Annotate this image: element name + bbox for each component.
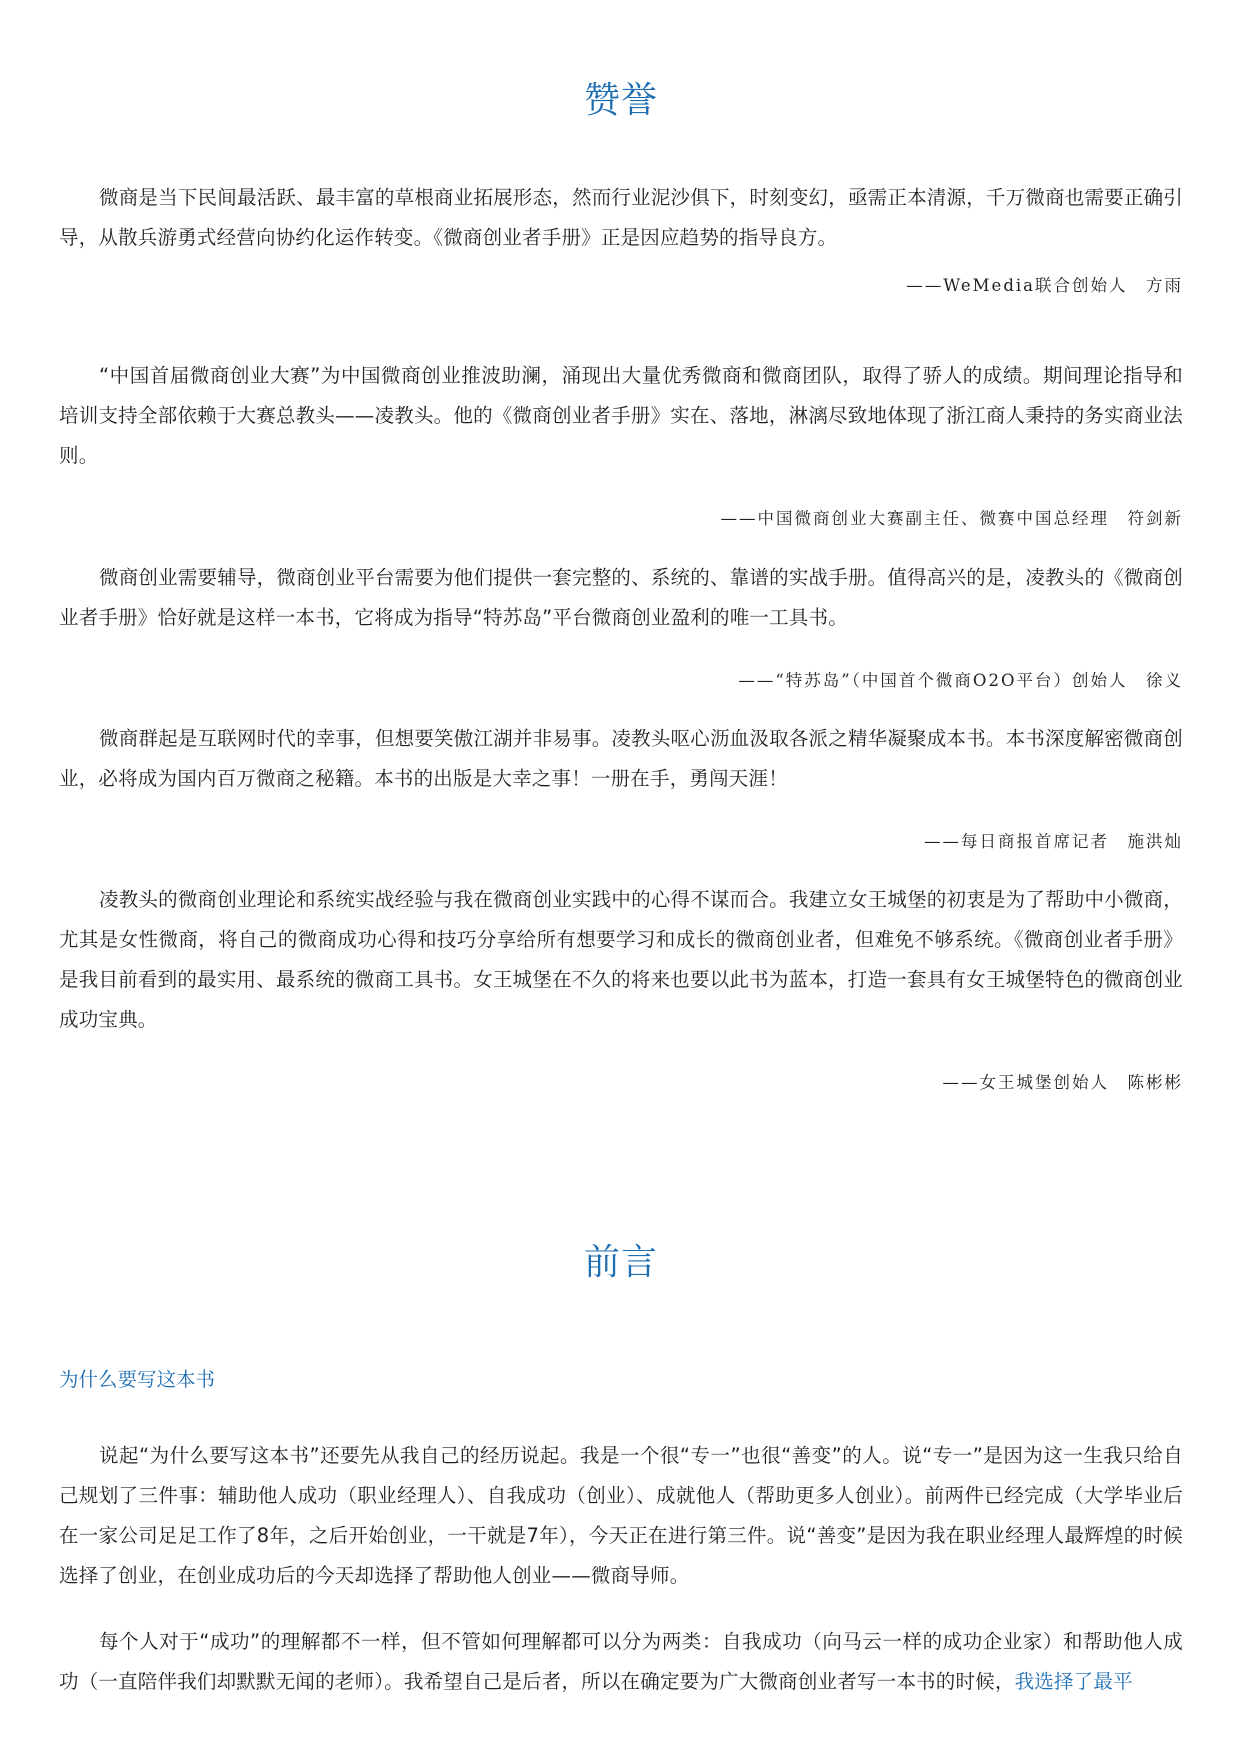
praise-attribution: ——女王城堡创始人 陈彬彬 bbox=[942, 1073, 1183, 1092]
preface-paragraph bbox=[59, 1622, 1183, 1702]
praise-text: 微商是当下民间最活跃、最丰富的草根商业拓展形态，然而行业泥沙俱下，时刻变幻，亟需正本清源，千万微商也需要正确引导，从散兵游勇式经营向协约化运作转变。《微商创业者手册》正是因应趋势的指导良方。 bbox=[59, 186, 1183, 249]
praise-title: 赞誉 bbox=[583, 80, 658, 121]
preface-highlight-text: 我选择了最平 bbox=[1014, 1670, 1133, 1693]
praise-item bbox=[59, 719, 1183, 799]
praise-item bbox=[59, 558, 1183, 638]
praise-attribution-block bbox=[59, 1069, 1183, 1093]
praise-text: 凌教头的微商创业理论和系统实战经验与我在微商创业实践中的心得不谋而合。我建立女王城堡的初衷是为了帮助中小微商，尤其是女性微商，将自己的微商成功心得和技巧分享给所有想要学习和成长的微商创业者，但难免不够系统。《微商创业者手册》是我目前看到的最实用、最系统的微商工具书。女王城堡在不久的将来也要以此书为蓝本，打造一套具有女王城堡特色的微商创业成功宝典。 bbox=[59, 888, 1183, 1031]
praise-attribution-block bbox=[59, 667, 1183, 691]
preface-paragraph-2-text: 每个人对于“成功”的理解都不一样，但不管如何理解都可以分为两类：自我成功（向马云一样的成功企业家）和帮助他人成功（一直陪伴我们却默默无闻的老师）。我希望自己是后者，所以在确定要为广大微商创业者写一本书的时候， bbox=[59, 1630, 1183, 1693]
praise-attribution: ——“特苏岛”（中国首个微商O2O平台）创始人 徐义 bbox=[738, 671, 1183, 690]
preface-paragraph-2 bbox=[59, 1622, 1183, 1702]
praise-attribution-block bbox=[59, 828, 1183, 852]
praise-text: “中国首届微商创业大赛”为中国微商创业推波助澜，涌现出大量优秀微商和微商团队，取得了骄人的成绩。期间理论指导和培训支持全部依赖于大赛总教头——凌教头。他的《微商创业者手册》实在、落地，淋漓尽致地体现了浙江商人秉持的务实商业法则。 bbox=[59, 364, 1183, 467]
praise-text: 微商群起是互联网时代的幸事，但想要笑傲江湖并非易事。凌教头呕心沥血汲取各派之精华凝聚成本书。本书深度解密微商创业，必将成为国内百万微商之秘籍。本书的出版是大幸之事！一册在手，勇闯天涯！ bbox=[59, 727, 1183, 790]
praise-item bbox=[59, 880, 1183, 1040]
praise-item bbox=[59, 178, 1183, 258]
praise-attribution: ——WeMedia联合创始人 方雨 bbox=[906, 276, 1183, 295]
praise-attribution: ——中国微商创业大赛副主任、微赛中国总经理 符剑新 bbox=[720, 509, 1183, 528]
praise-item bbox=[59, 356, 1183, 476]
preface-title: 前言 bbox=[583, 1242, 658, 1283]
preface-subheading: 为什么要写这本书 bbox=[59, 1368, 216, 1391]
praise-attribution-block bbox=[59, 505, 1183, 529]
praise-text: 微商创业需要辅导，微商创业平台需要为他们提供一套完整的、系统的、靠谱的实战手册。值得高兴的是，凌教头的《微商创业者手册》恰好就是这样一本书，它将成为指导“特苏岛”平台微商创业盈利的唯一工具书。 bbox=[59, 566, 1183, 629]
preface-paragraph bbox=[59, 1436, 1183, 1596]
praise-attribution-block bbox=[59, 272, 1183, 296]
praise-attribution: ——每日商报首席记者 施洪灿 bbox=[924, 832, 1183, 851]
preface-paragraph-1: 说起“为什么要写这本书”还要先从我自己的经历说起。我是一个很“专一”也很“善变”的人。说“专一”是因为这一生我只给自己规划了三件事：辅助他人成功（职业经理人）、自我成功（创业）、成就他人（帮助更多人创业）。前两件已经完成（大学毕业后在一家公司足足工作了8年，之后开始创业，一干就是7年），今天正在进行第三件。说“善变”是因为我在职业经理人最辉煌的时候选择了创业，在创业成功后的今天却选择了帮助他人创业——微商导师。 bbox=[59, 1444, 1183, 1587]
